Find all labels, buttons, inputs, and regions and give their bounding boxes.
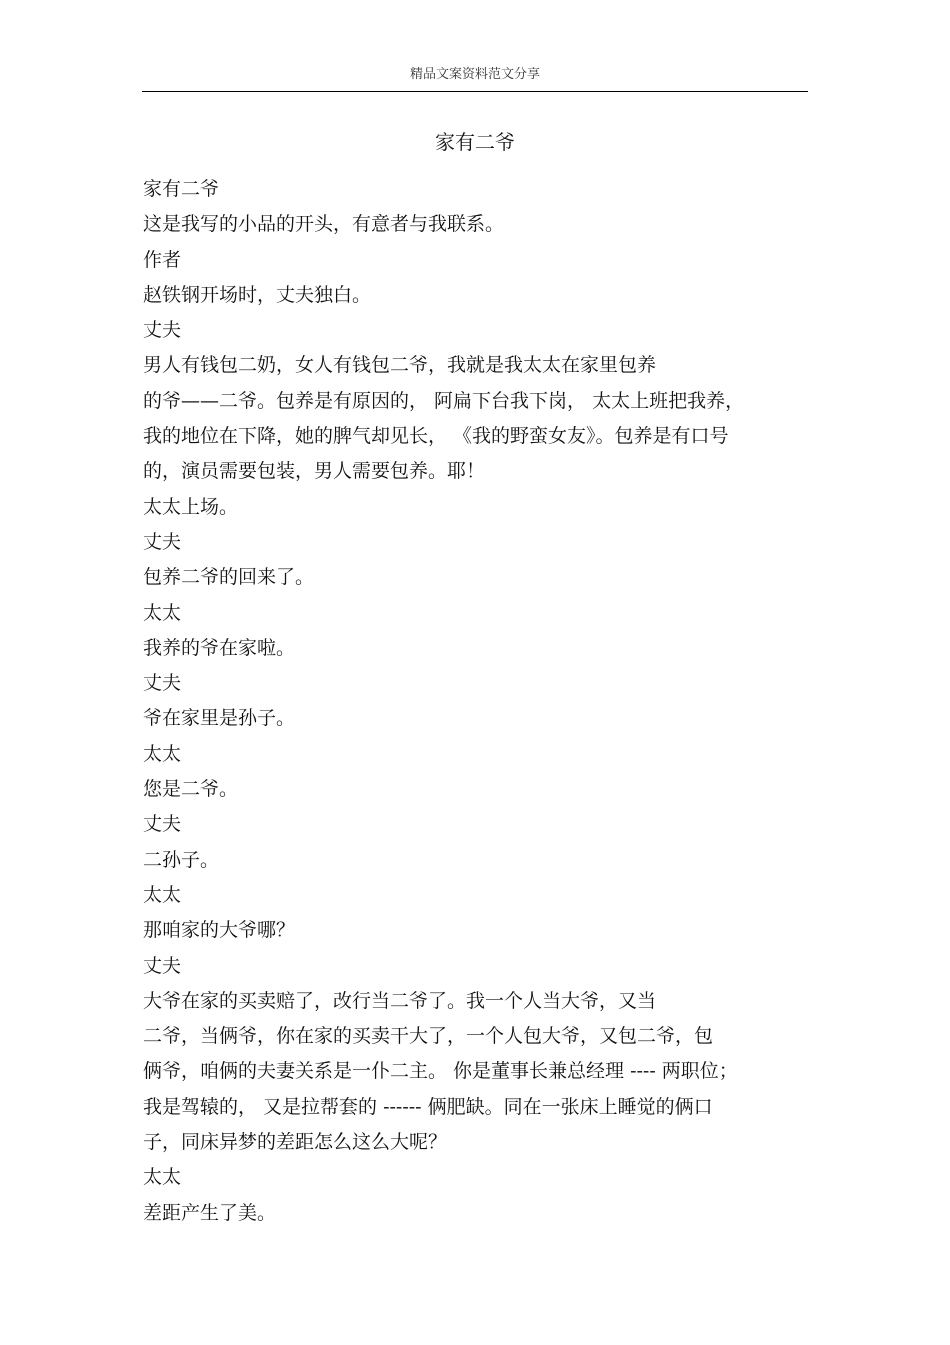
body-line: 丈夫 xyxy=(143,813,182,836)
header-divider xyxy=(142,91,808,92)
body-line: 爷在家里是孙子。 xyxy=(143,707,296,730)
body-line: 您是二爷。 xyxy=(143,778,239,801)
body-line: 差距产生了美。 xyxy=(143,1201,277,1224)
body-line: 丈夫 xyxy=(143,530,182,553)
body-line: 的爷——二爷。包养是有原因的， 阿扁下台我下岗， 太太上班把我养， xyxy=(143,389,745,412)
body-line: 这是我写的小品的开头，有意者与我联系。 xyxy=(143,213,505,236)
body-line: 太太 xyxy=(143,1166,182,1189)
page-header: 精品文案资料范文分享 xyxy=(409,67,540,82)
body-line: 丈夫 xyxy=(143,954,182,977)
body-line: 的，演员需要包装，男人需要包养。耶！ xyxy=(143,460,486,483)
document-body xyxy=(143,172,813,1231)
body-line: 我养的爷在家啦。 xyxy=(143,636,296,659)
body-line: 太太 xyxy=(143,601,182,624)
body-line: 丈夫 xyxy=(143,672,182,695)
body-line: 那咱家的大爷哪？ xyxy=(143,919,296,942)
document-title: 家有二爷 xyxy=(435,130,515,154)
body-line: 赵铁钢开场时，丈夫独白。 xyxy=(143,283,372,306)
body-line: 作者 xyxy=(143,248,182,271)
body-line: 大爷在家的买卖赔了，改行当二爷了。我一个人当大爷，又当 xyxy=(143,989,657,1012)
body-line: 子，同床异梦的差距怎么这么大呢？ xyxy=(143,1131,448,1154)
body-line: 包养二爷的回来了。 xyxy=(143,566,315,589)
body-line: 丈夫 xyxy=(143,319,182,342)
body-line: 太太上场。 xyxy=(143,495,239,518)
body-line: 太太 xyxy=(143,883,182,906)
body-line: 太太 xyxy=(143,742,182,765)
body-line: 我的地位在下降，她的脾气却见长， 《我的野蛮女友》。包养是有口号 xyxy=(143,425,729,448)
body-line: 男人有钱包二奶，女人有钱包二爷，我就是我太太在家里包养 xyxy=(143,354,657,377)
body-line: 俩爷，咱俩的夫妻关系是一仆二主。 你是董事长兼总经理 ---- 两职位； xyxy=(143,1060,738,1083)
body-line: 二爷，当俩爷，你在家的买卖干大了，一个人包大爷，又包二爷，包 xyxy=(143,1025,714,1048)
body-line: 我是驾辕的， 又是拉帮套的 ------ 俩肥缺。同在一张床上睡觉的俩口 xyxy=(143,1095,713,1118)
body-line: 家有二爷 xyxy=(143,178,220,200)
body-line: 二孙子。 xyxy=(143,848,220,871)
